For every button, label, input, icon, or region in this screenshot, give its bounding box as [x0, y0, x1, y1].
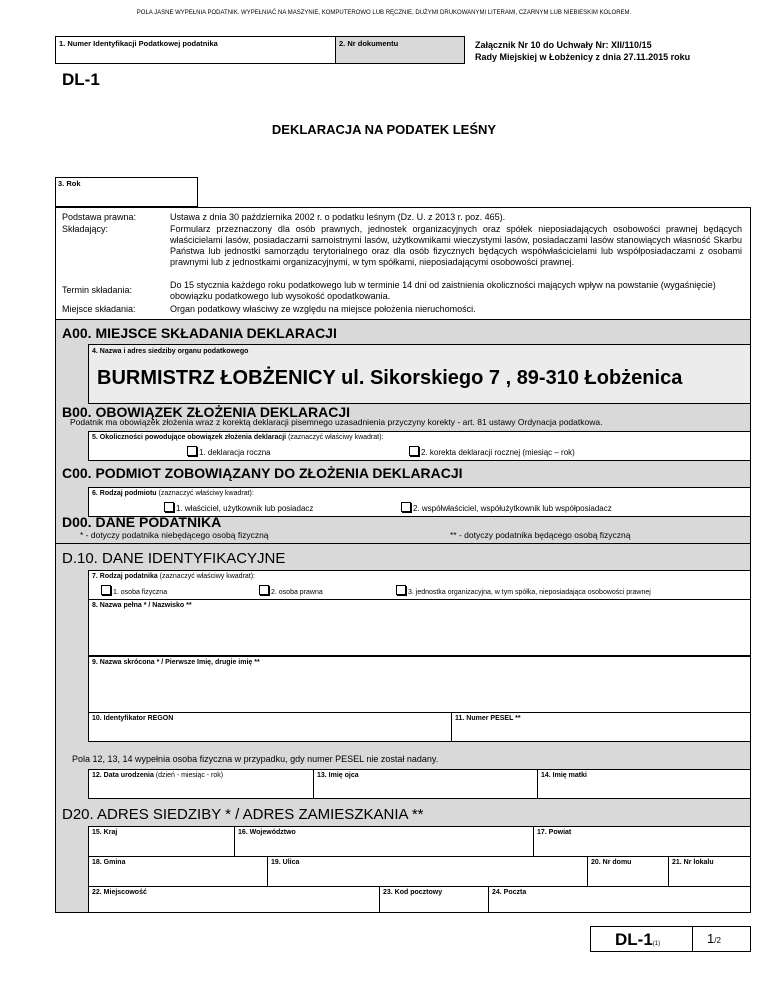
tax-office-value: BURMISTRZ ŁOBŻENICY ul. Sikorskiego 7 , 89-310 Łobżenica — [97, 367, 683, 389]
field22-label: 22. Miejscowość — [92, 889, 147, 896]
divider — [56, 543, 750, 544]
footer-code-text: DL-1 — [615, 930, 653, 949]
page-number — [707, 931, 721, 946]
option-natural-person-label: 1. osoba fizyczna — [113, 589, 168, 596]
field5-label-bold: 5. Okoliczności powodujące obowiązek złożenia deklaracji — [92, 434, 287, 441]
pesel-note: Pola 12, 13, 14 wypełnia osoba fizyczna w przypadku, gdy numer PESEL nie został nadany. — [72, 754, 439, 764]
form-code: DL-1 — [62, 70, 100, 89]
option-legal-person[interactable] — [259, 585, 323, 596]
miejsce-text: Organ podatkowy właściwy ze względu na miejsce położenia nieruchomości. — [170, 304, 476, 314]
option-legal-person-label: 2. osoba prawna — [271, 589, 323, 596]
field23-label: 23. Kod pocztowy — [383, 889, 443, 896]
short-name-field[interactable] — [88, 656, 751, 713]
father-name-field[interactable] — [313, 769, 538, 799]
section-d00-heading: D00. DANE PODATNIKA — [62, 514, 222, 530]
option-organizational-unit[interactable] — [396, 585, 651, 596]
county-field[interactable] — [533, 826, 751, 857]
option-owner-label: 1. właściciel, użytkownik lub posiadacz — [176, 504, 314, 513]
commune-field[interactable] — [88, 856, 268, 887]
checkbox-correction-icon[interactable] — [409, 446, 419, 456]
page-total: /2 — [714, 936, 721, 945]
field13-label: 13. Imię ojca — [317, 772, 359, 779]
field14-label: 14. Imię matki — [541, 772, 587, 779]
full-name-field[interactable] — [88, 599, 751, 656]
field21-label: 21. Nr lokalu — [672, 859, 714, 866]
field17-label: 17. Powiat — [537, 829, 572, 836]
field6-label-bold: 6. Rodzaj podmiotu — [92, 490, 157, 497]
termin-text: Do 15 stycznia każdego roku podatkowego lub w terminie 14 dni od zaistnienia okoliczności mających wpływ na powstanie (wygaśnięcie) obowiązku podatkowego lub wysokość opodatkowania. — [170, 280, 716, 301]
d00-note-1: * - dotyczy podatnika niebędącego osobą fizyczną — [80, 530, 269, 540]
section-c00-heading: C00. PODMIOT ZOBOWIĄZANY DO ZŁOŻENIA DEKLARACJI — [62, 465, 463, 481]
d00-note-2: ** - dotyczy podatnika będącego osobą fizyczną — [450, 530, 631, 540]
option-correction[interactable] — [409, 446, 575, 457]
year-label: 3. Rok — [58, 179, 81, 188]
field11-label: 11. Numer PESEL ** — [455, 715, 521, 722]
footer-form-code — [615, 930, 660, 950]
field12-label-normal: (dzień - miesiąc - rok) — [153, 772, 224, 779]
skladajacy-text: Formularz przeznaczony dla osób prawnych, jednostek organizacyjnych oraz spółek nieposiadających osobowości prawnej będących właścicielami lasów, posiadaczami samoistnymi lasów, użytkownikami wieczystymi lasów, posiadaczami lasów stanowiących własność Skarbu Państwa lub jednostki samorządu terytorialnego oraz dla osób fizycznych będących współwłaścicielami lub współposiadaczami z osobami prawnymi lub z jednostkami organizacyjnymi, w tym spółkami, nieposiadającymi osobowości prawnej. — [170, 224, 742, 267]
field19-label: 19. Ulica — [271, 859, 300, 866]
option-co-owner-label: 2. współwłaściciel, współużytkownik lub współposiadacz — [413, 504, 612, 513]
attachment-note — [475, 39, 690, 63]
regon-field[interactable] — [88, 712, 452, 742]
section-b00-heading: B00. OBOWIĄZEK ZŁOŻENIA DEKLARACJI — [62, 404, 351, 420]
skladajacy-label: Składający: — [62, 224, 109, 234]
field7-label-normal: (zaznaczyć właściwy kwadrat): — [157, 573, 255, 580]
field7-label — [89, 571, 750, 582]
page-title: DEKLARACJA NA PODATEK LEŚNY — [271, 122, 497, 137]
podstawa-text: Ustawa z dnia 30 października 2002 r. o podatku leśnym (Dz. U. z 2013 r. poz. 465). — [170, 212, 506, 222]
miejsce-label: Miejsce składania: — [62, 304, 136, 314]
page-current: 1 — [707, 931, 715, 946]
checkbox-legal-person-icon[interactable] — [259, 585, 269, 595]
birth-date-field[interactable] — [88, 769, 314, 799]
document-number-label: 2. Nr dokumentu — [339, 39, 399, 48]
field24-label: 24. Poczta — [492, 889, 527, 896]
field5-label — [89, 432, 750, 443]
footer-code-sub: (1) — [652, 941, 661, 947]
document-number-field — [335, 36, 465, 64]
field9-label: 9. Nazwa skrócona * / Pierwsze Imię, drugie imię ** — [92, 659, 260, 666]
field7-box — [88, 570, 751, 600]
checkbox-annual-icon[interactable] — [187, 446, 197, 456]
pesel-field[interactable] — [451, 712, 751, 742]
locality-field[interactable] — [88, 886, 380, 913]
section-d20-heading: D20. ADRES SIEDZIBY * / ADRES ZAMIESZKANIA ** — [62, 806, 424, 823]
post-office-field[interactable] — [488, 886, 751, 913]
footer-form-code-box — [590, 926, 693, 952]
field7-label-bold: 7. Rodzaj podatnika — [92, 573, 158, 580]
option-annual-declaration[interactable] — [187, 446, 271, 457]
year-field[interactable] — [55, 177, 198, 207]
checkbox-organizational-unit-icon[interactable] — [396, 585, 406, 595]
option-owner[interactable] — [164, 502, 313, 513]
country-field[interactable] — [88, 826, 235, 857]
b00-note: Podatnik ma obowiązek złożenia wraz z korektą deklaracji pisemnego uzasadnienia przyczyny korekty - art. 81 ustawy Ordynacja podatkowa. — [70, 417, 603, 427]
field6-label — [89, 488, 750, 499]
section-a00-heading: A00. MIEJSCE SKŁADANIA DEKLARACJI — [62, 325, 337, 341]
attachment-line-2: Rady Miejskiej w Łobżenicy z dnia 27.11.2015 roku — [475, 52, 691, 62]
house-number-field[interactable] — [587, 856, 669, 887]
field15-label: 15. Kraj — [92, 829, 118, 836]
field5-label-normal: (zaznaczyć właściwy kwadrat): — [286, 434, 384, 441]
field6-box — [88, 487, 751, 517]
field8-label: 8. Nazwa pełna * / Nazwisko ** — [92, 602, 192, 609]
field5-box — [88, 431, 751, 461]
checkbox-co-owner-icon[interactable] — [401, 502, 411, 512]
nip-field[interactable] — [55, 36, 336, 64]
street-field[interactable] — [267, 856, 588, 887]
option-natural-person[interactable] — [101, 585, 167, 596]
field20-label: 20. Nr domu — [591, 859, 632, 866]
field18-label: 18. Gmina — [92, 859, 126, 866]
postal-code-field[interactable] — [379, 886, 489, 913]
option-annual-label: 1. deklaracja roczna — [199, 448, 271, 457]
nip-label: 1. Numer Identyfikacji Podatkowej podatnika — [59, 39, 218, 48]
option-correction-label: 2. korekta deklaracji rocznej (miesiąc – rok) — [421, 448, 575, 457]
field4-label: 4. Nazwa i adres siedziby organu podatkowego — [92, 348, 249, 355]
checkbox-owner-icon[interactable] — [164, 502, 174, 512]
voivodeship-field[interactable] — [234, 826, 534, 857]
apartment-number-field[interactable] — [668, 856, 751, 887]
mother-name-field[interactable] — [537, 769, 751, 799]
field10-label: 10. Identyfikator REGON — [92, 715, 174, 722]
tax-office-field — [88, 344, 751, 404]
field12-label — [89, 770, 313, 781]
field16-label: 16. Województwo — [238, 829, 296, 836]
section-d10-heading: D.10. DANE IDENTYFIKACYJNE — [62, 550, 286, 567]
option-organizational-unit-label: 3. jednostka organizacyjna, w tym spółka, nieposiadająca osobowości prawnej — [408, 589, 651, 596]
field6-label-normal: (zaznaczyć właściwy kwadrat): — [156, 490, 254, 497]
footer-page-box — [692, 926, 751, 952]
checkbox-natural-person-icon[interactable] — [101, 585, 111, 595]
option-co-owner[interactable] — [401, 502, 612, 513]
top-note: POLA JASNE WYPEŁNIA PODATNIK. WYPEŁNIAĆ NA MASZYNIE, KOMPUTEROWO LUB RĘCZNIE, DUŻYMI DRUKOWANYMI LITERAMI, CZARNYM LUB NIEBIESKIM KOLOREM. — [136, 10, 632, 16]
field12-label-bold: 12. Data urodzenia — [92, 772, 154, 779]
termin-label: Termin składania: — [62, 285, 133, 295]
podstawa-label: Podstawa prawna: — [62, 212, 137, 222]
attachment-line-1: Załącznik Nr 10 do Uchwały Nr: XII/110/15 — [475, 40, 652, 50]
